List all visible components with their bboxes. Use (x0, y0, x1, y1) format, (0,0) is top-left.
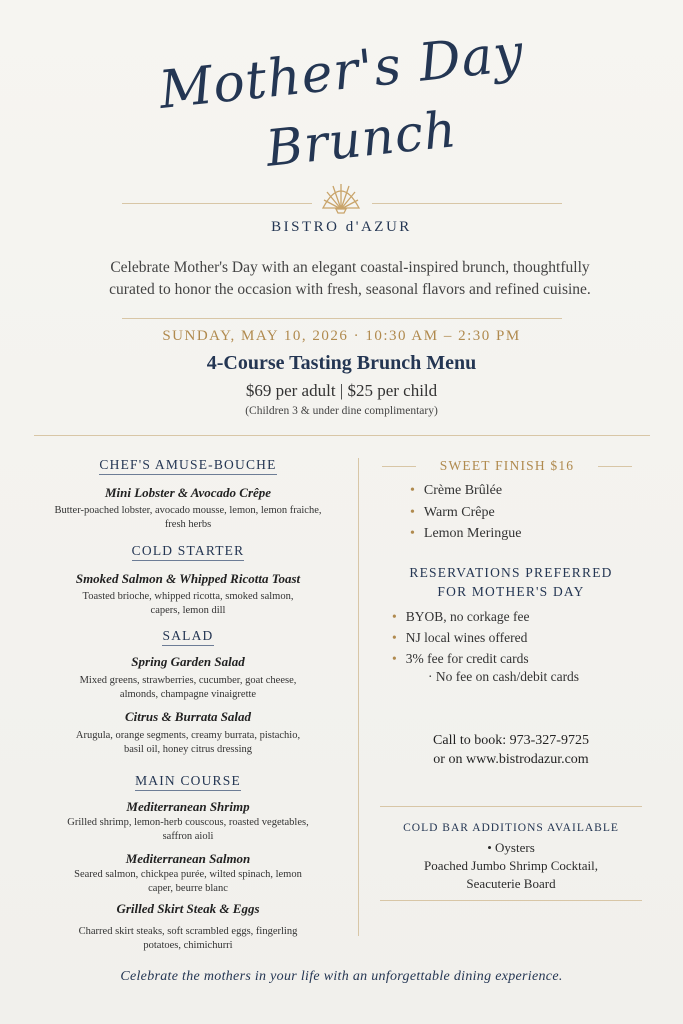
header-rule-right (372, 203, 562, 204)
main-course-heading: MAIN COURSE (135, 773, 241, 791)
salad-dish-2-desc-1: Arugula, orange segments, creamy burrata, pistachio, (75, 730, 301, 741)
salad-dish-2-desc-2: basil oil, honey citrus dressing (123, 743, 253, 755)
children-note: (Children 3 & under dine complimentary) (245, 405, 438, 417)
sweet-rule-left (382, 466, 416, 467)
intro-line-2: curated to honor the occasion with fresh, seasonal flavors and refined cuisine. (109, 281, 591, 298)
cold-bar-rule-top (380, 806, 642, 807)
cold-bar-item-2: Poached Jumbo Shrimp Cocktail, (423, 858, 599, 873)
salad-dish-2: Citrus & Burrata Salad (124, 709, 252, 724)
reservation-sub-item: · No fee on cash/debit cards (428, 669, 580, 684)
sweet-item-2-label: Warm Crêpe (423, 505, 495, 520)
main-dish-2: Mediterranean Salmon (125, 851, 251, 866)
amuse-desc-2: fresh herbs (164, 518, 212, 530)
price-line: $69 per adult | $25 per child (245, 381, 438, 400)
main-dish-1-desc-1: Grilled shrimp, lemon-herb couscous, roasted vegetables, (67, 817, 309, 828)
closing-tagline: Celebrate the mothers in your life with an unforgettable dining experience. (120, 969, 563, 984)
salad-dish-1-desc-2: almonds, champagne vinaigrette (119, 688, 257, 700)
salad-heading: SALAD (162, 628, 213, 646)
sweet-rule-right (598, 466, 632, 467)
header-rule-left (122, 203, 312, 204)
event-rule-bottom (34, 435, 650, 436)
amuse-dish: Mini Lobster & Avocado Crêpe (104, 485, 272, 500)
cold-starter-section (38, 542, 338, 617)
main-dish-3-desc-1: Charred skirt steaks, soft scrambled eggs, fingerling (78, 926, 298, 937)
event-date-time: SUNDAY, MAY 10, 2026 · 10:30 AM – 2:30 PM (162, 328, 521, 344)
sweet-item-1-label: Crème Brûlée (423, 483, 503, 498)
cold-starter-heading: COLD STARTER (132, 543, 245, 561)
main-dish-2-desc-1: Seared salmon, chickpea purée, wilted spinach, lemon (74, 869, 302, 880)
title-line-2: Brunch (263, 100, 460, 178)
salad-dish-1: Spring Garden Salad (131, 654, 245, 669)
reservation-item-3: • 3% fee for credit cards (392, 651, 529, 666)
reservations-section (380, 565, 642, 600)
booking-info (380, 731, 642, 769)
amuse-desc-1: Butter-poached lobster, avocado mousse, lemon, lemon fraiche, (54, 505, 322, 516)
event-rule-top (122, 318, 562, 319)
cold-bar-heading: COLD BAR ADDITIONS AVAILABLE (403, 822, 619, 834)
intro-line-1: Celebrate Mother's Day with an elegant coastal-inspired brunch, thoughtfully (110, 259, 590, 276)
main-course-section (38, 772, 338, 952)
sweet-item-3-label: Lemon Meringue (423, 526, 522, 541)
sweet-section (416, 458, 598, 474)
cold-bar-item-1: • Oysters (487, 840, 535, 855)
sweet-item-1: • Crème Brûlée (410, 483, 503, 498)
main-dish-3-desc-2: potatoes, chimichurri (143, 939, 233, 951)
cold-starter-dish: Smoked Salmon & Whipped Ricotta Toast (75, 571, 301, 586)
sweet-item-2: • Warm Crêpe (410, 505, 495, 520)
title-line-1: Mother's Day (156, 23, 527, 121)
menu-title: 4-Course Tasting Brunch Menu (206, 352, 477, 374)
intro-text (60, 257, 640, 301)
main-dish-1: Mediterranean Shrimp (126, 799, 250, 814)
cold-bar-section (380, 819, 642, 893)
amuse-heading: CHEF'S AMUSE-BOUCHE (99, 457, 276, 475)
booking-phone: Call to book: 973-327-9725 (433, 733, 589, 748)
reservation-item-3-label: 3% fee for credit cards (405, 651, 529, 666)
restaurant-name: BISTRO d'AZUR (271, 219, 412, 235)
cold-bar-item-3: Seacuterie Board (466, 876, 556, 891)
reservation-item-2: • NJ local wines offered (392, 630, 528, 645)
cold-bar-rule-bottom (380, 900, 642, 901)
main-dish-3: Grilled Skirt Steak & Eggs (116, 901, 260, 916)
main-dish-2-desc-2: caper, beurre blanc (148, 882, 228, 894)
cold-starter-desc-2: capers, lemon dill (150, 604, 226, 616)
salad-section (38, 627, 338, 756)
booking-website: or on www.bistrodazur.com (433, 752, 589, 767)
salad-dish-1-desc-1: Mixed greens, strawberries, cucumber, goat cheese, (79, 675, 297, 686)
column-divider (358, 458, 359, 936)
seashell-icon (319, 180, 363, 214)
amuse-section (38, 456, 338, 531)
reservations-heading-2: FOR MOTHER'S DAY (437, 584, 585, 599)
reservation-item-1: • BYOB, no corkage fee (392, 609, 530, 624)
sweet-heading: SWEET FINISH $16 (439, 458, 575, 473)
reservations-heading-1: RESERVATIONS PREFERRED (409, 565, 613, 580)
reservation-item-2-label: NJ local wines offered (405, 630, 528, 645)
main-dish-1-desc-2: saffron aioli (162, 830, 214, 842)
cold-starter-desc-1: Toasted brioche, whipped ricotta, smoked salmon, (82, 591, 294, 602)
sweet-item-3: • Lemon Meringue (410, 526, 522, 541)
reservation-item-1-label: BYOB, no corkage fee (405, 609, 530, 624)
